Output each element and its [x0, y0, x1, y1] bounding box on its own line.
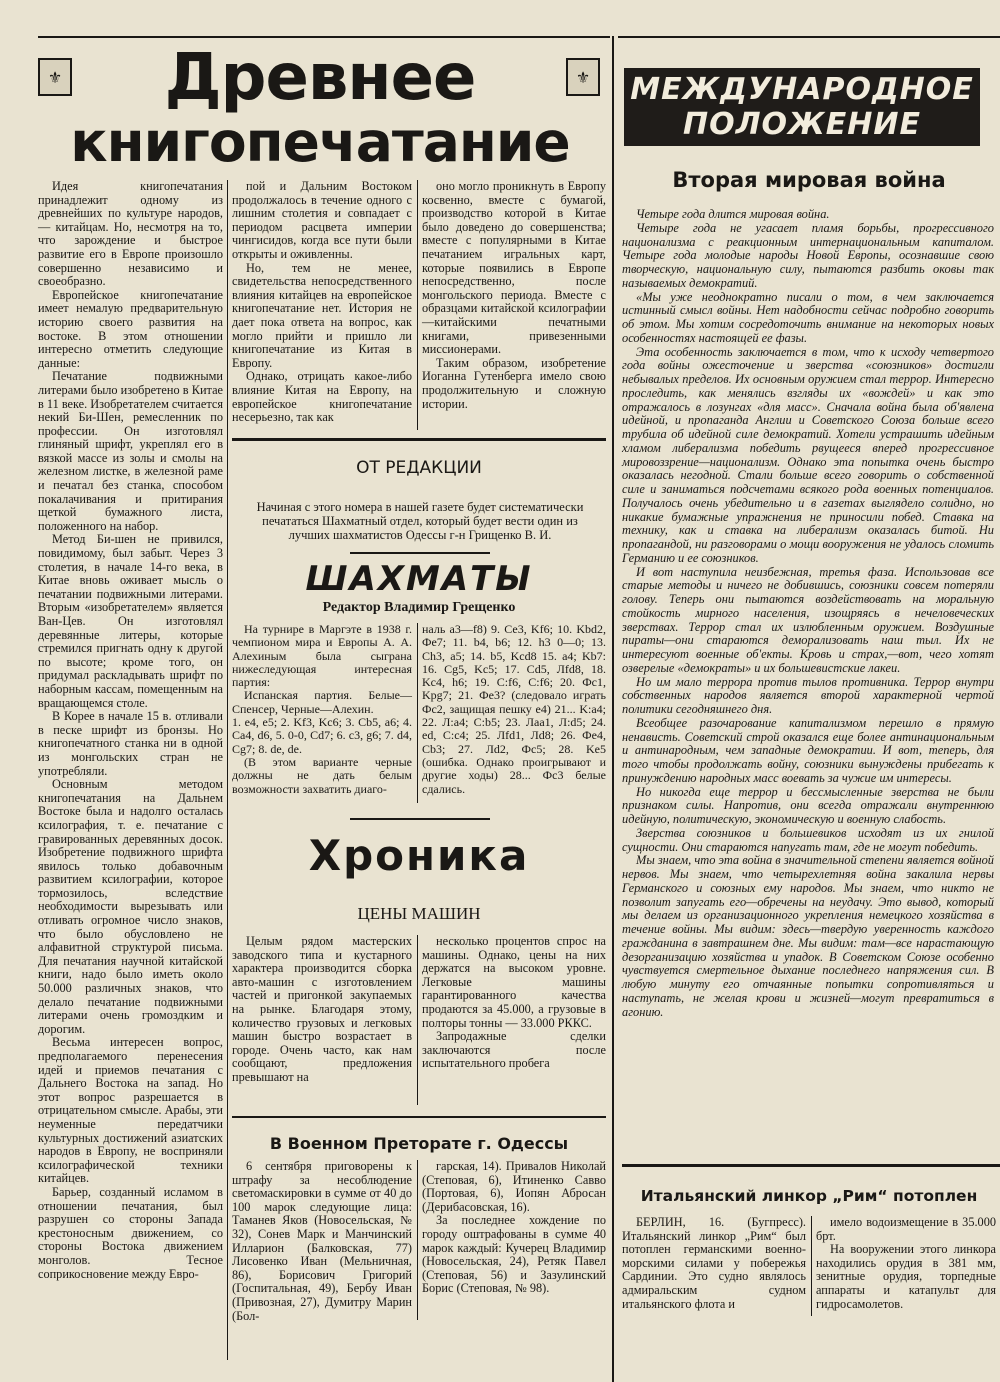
- article-paragraph: Идея книгопечатания принадлежит одному из древнейших по культуре народов,— китайцам. Но, несмотря на то, что зарождение и быстрое развитие его в Европе произошло совершенно независимо и своеобразно.: [38, 179, 223, 289]
- rome-paragraph: На вооружении этого линкора находились орудия в 381 мм, зенитные орудия, торпедные аппараты и катапульт для гидросамолетов.: [816, 1242, 996, 1311]
- war-paragraph: Эта особенность заключается в том, что к исходу четвертого года войны ожесточение и зверства «союзников» достигли небывалых пределов. Их основным оружием стал террор. Интересно проследить, как менялись взгляды их «вождей» и как это отражалось в лозунгах «для масс». Сначала война была об'явлена идейной, и пропаганда Англии и Советского Союза больше всего трубила об идейной силе демократий. Хотели устрашить идейным хламом либерализма победить рвущееся вперед прогрессивное мировоззрение—национализм. Однако эта попытка очень быстро оказалась негодной. Стали больше всего говорить о собственной силе и заниматься подсчетами всякого рода военных потенциалов. Получалось очень убедительно и в газетах выглядело солидно, но никакие бумажные упражнения не приносили побед. Ставка на технику, как и ставка на либерализм оказалась битой. Ни пропагандой, ни разговорами о мощи вооружения не удалось сломить Германию и ее союзников.: [622, 344, 994, 565]
- article-paragraph: пой и Дальним Востоком продолжалось в течение одного с лишним столетия и совпадает с периодом расцвета империи чингисидов, когда все пути были открыты и оживленны.: [232, 179, 412, 261]
- praetorate-column-1: [232, 1160, 412, 1323]
- left-emblem-icon: ⚜: [38, 58, 72, 96]
- banner-line-2: ПОЛОЖЕНИЕ: [683, 107, 921, 142]
- chronicle-paragraph: Запродажные сделки заключаются после испытательного пробега: [422, 1029, 606, 1071]
- article-column-3: [422, 180, 606, 411]
- chronicle-column-2: [422, 935, 606, 1071]
- article-paragraph: Однако, отрицать какое-либо влияние Китая на Европу, на европейское книгопечатание несерьезно, так как: [232, 369, 412, 425]
- rome-title: Итальянский линкор „Рим“ потоплен: [640, 1187, 978, 1205]
- right-emblem-icon: ⚜: [566, 58, 600, 96]
- rome-divider: [811, 1216, 812, 1316]
- rome-paragraph: БЕРЛИН, 16. (Бугпресс). Итальянский линкор „Рим“ был потоплен германскими военно-морскими силами у побережья Сардинии. Это судно являлось адмиральским судном итальянского флота и: [622, 1215, 806, 1311]
- war-article-body: [622, 208, 994, 1019]
- war-paragraph: И вот наступила неизбежная, третья фаза. Использовав все старые методы и ничего не добившись, союзники совсем потеряли голову. Теперь они пытаются воздействовать на моральную стойкость мирного населения, изощряясь в нечеловеческих зверствах. Террор стал их излюбленным оружием. Воздушные пираты—они стараются деморализовать наш тыл. Их не интересуют военные об'екты. Кровь и страх,—вот, чего хотят озверелые «демократы» и их большевистские лакеи.: [622, 564, 994, 675]
- rome-column-1: [622, 1216, 806, 1311]
- top-rule-right: [618, 36, 1000, 38]
- chess-top-rule: [350, 552, 490, 554]
- praetorate-top-rule: [232, 1116, 606, 1118]
- article-paragraph: Весьма интересен вопрос, предполагаемого перенесения идей и приемов печатания с Дальнего Востока на запад. Но этот вопрос разрешается в отрицательном смысле. Арабы, эти неуменные передатчики культурных достижений азиатских народов в Европу, не восприняли ксилографической техники китайцев.: [38, 1035, 223, 1186]
- rome-top-rule: [622, 1164, 1000, 1167]
- praetorate-paragraph: гарская, 14). Привалов Николай (Степовая, 6), Итиненко Савво (Портовая, 6), Иопян Абросан (Дерибасовская, 16).: [422, 1159, 606, 1214]
- chronicle-paragraph: несколько процентов спрос на машины. Однако, цены на них держатся на высоком уровне. Легковые машины гарантированного качества продаются за 45.000, а грузовые в полторы тонны — 33.000 РККС.: [422, 934, 606, 1030]
- editorial-title: ОТ РЕДАКЦИИ: [356, 458, 482, 478]
- chronicle-paragraph: Целым рядом мастерских заводского типа и кустарного характера производится сборка авто-машин с изготовлением частей и пригонкой закупаемых на рынке. Благодаря этому, количество грузовых и легковых машин быстро возрастает в городе. Очень часто, как нам сообщают, предложения превышают на: [232, 934, 412, 1084]
- headline-line1: Древнее: [164, 41, 476, 115]
- chess-moves: 1. е4, е5; 2. Kf3, Kс6; 3. Сb5, а6; 4. Са4, d6, 5. 0-0, Сd7; 6. с3, g6; 7. d4, Сg7; 8. de, de.: [232, 715, 412, 756]
- international-banner: [624, 68, 980, 146]
- chess-editor: Редактор Владимир Грещенко: [322, 600, 516, 615]
- war-paragraph: Но никогда еще террор и бессмысленные зверства не были признаком силы. Напротив, они всегда отражали внутреннюю идейную, политическую, экономическую и военную слабость.: [622, 784, 994, 826]
- chronicle-title: Хроника: [308, 831, 530, 880]
- war-paragraph: Мы знаем, что эта война в значительной степени является войной нервов. Мы знаем, что четырехлетняя война закалила нервы Германского и союзных ему народов. Мы знаем, что никто не позволит запугать его—обречены на неудачу. Это вывод, который мы делаем из организационного укрепления немецкого хозяйства в течение войны. Мы видим: здесь—твердую уверенность каждого гражданина в завтрашнем дне. Мы видим: там—все нарастающую дезорганизацию хозяйства и упадок. В Советском Союзе особенно чувствуется смертельное дыхание последнего напряжения сил. В любую минуту его отчаянные попытки сопротивляться и наступать, не желая крови и жизней—могут превратиться в агонию.: [622, 853, 994, 1019]
- article-paragraph: В Корее в начале 15 в. отливали в песке шрифт из бронзы. Но книгопечатного станка ни в одной из монгольских стран не употребляли.: [38, 709, 223, 778]
- chess-column-1: [232, 623, 412, 796]
- chess-paragraph: (В этом варианте черные должны не дать белым возможности захватить диаго-: [232, 754, 412, 796]
- article-paragraph: Основным методом книгопечатания на Дальнем Востоке была и надолго осталась ксилография, т. е. печатание с гравированных деревянных досок. Изобретение подвижного шрифта явилось только добавочным развитием ксилографии, которое тормозилось, вследствие необходимости вырезывать или отливать огромное число знаков, что было обусловлено не алфавитной структурой письма. Для печатания научной китайской книги, надо было иметь около 50.000 различных знаков, что делало печатание подвижными литерами очень громоздким и дорогим.: [38, 777, 223, 1036]
- article-column-1: [38, 180, 223, 1281]
- headline-line2: книгопечатание: [70, 110, 570, 174]
- article-paragraph: Метод Би-шен не привился, повидимому, был забыт. Через 3 столетия, в начале 14-го века, в Китае вновь оживает мысль о печатании подвижными литерами. Вторым «изобретателем» является Ван-Цев. Он изготовлял деревянные литеры, которые стремился пригнать одну к другой по высоте; кроме того, он придумал раскладывать шрифт по наборным кассам, помещенным на вращающемся столе.: [38, 532, 223, 710]
- chess-column-2: [422, 623, 606, 796]
- rome-column-2: [816, 1216, 996, 1311]
- chess-title: ШАХМАТЫ: [305, 559, 533, 599]
- chess-paragraph: На турнире в Маргэте в 1938 г. чемпионом мира и Европы А. А. Алехиным была сыграна нижеследующая интересная партия:: [232, 622, 412, 690]
- article-paragraph: Европейское книгопечатание имеет немалую предварительную историю своего развития на востоке. В этом отношении интересно отметить следующие данные:: [38, 287, 223, 370]
- chronicle-top-rule: [350, 818, 490, 820]
- chess-moves: наль а3—f8) 9. Се3, Kf6; 10. Kbd2, Фе7; 11. b4, b6; 12. h3 0—0; 13. Сh3, а5; 14. b5, Kcd8 15. а4; Kb7: 16. Сg5, Kс5; 17. Сd5, Лfd8, 18. Kс4, h6; 19. С:f6, С:f6; 20. Фс1, Kрg7; 21. Фе3? (следовало играть Фс2, защищая пешку е4) 21... K:а4; 22. Л:а4; С:b5; 23. Лаа1, Л:d5; 24. еd, С:с4; 25. Лfd1, Лd8; 26. Фе4, Сb3; 27. Лd2, Фс5; 28. Kе5 (ошибка. Однако проигрывают и другие ходы) 28... Фс3 белые сдались.: [422, 622, 606, 796]
- war-paragraph: Четыре года длится мировая война.: [636, 207, 830, 221]
- article-paragraph: Но, тем не менее, свидетельства непосредственного влияния китайцев на европейское книгопечатание нет. История не дает пока ответа на вопрос, как могло прийти и пришло ли книгопечатание из Китая в Европу.: [232, 260, 412, 370]
- chess-divider: [417, 623, 418, 803]
- chess-paragraph: Испанская партия. Белые—Спенсер, Черные—Алехин.: [232, 688, 412, 716]
- editorial-top-rule: [232, 438, 606, 441]
- chronicle-column-1: [232, 935, 412, 1085]
- war-paragraph: Четыре года не угасает пламя борьбы, прогрессивного национализма с реакционным интернациональным капиталом. Четыре года молодые народы Новой Европы, осознавшие свою творческую, национальную силу, пытаются разбить оковы так называемых демократий.: [622, 220, 994, 290]
- article-column-2: [232, 180, 412, 425]
- chronicle-divider: [417, 935, 418, 1105]
- editorial-text: Начиная с этого номера в нашей газете будет систематически печататься Шахматный отдел, который будет вести один из лучших шахматистов Одессы г-н Грищенко В. И.: [256, 500, 584, 542]
- article-paragraph: Печатание подвижными литерами было изобретено в Китае в 11 веке. Изобретателем считается некий Би-Шен, ремесленник по профессии. Он изготовлял глиняный шрифт, укреплял его в вязкой массе из золы и смолы на железном листке, в железной раме и печатал без станка, способом покалачивания и притирания щеткой бумажного листа, положенного на набор.: [38, 369, 223, 533]
- column-divider-1: [227, 180, 228, 1360]
- war-article-title: Вторая мировая война: [672, 168, 946, 192]
- praetorate-divider: [417, 1160, 418, 1320]
- praetorate-paragraph: За последнее хождение по городу оштрафованы в сумме 40 марок каждый: Кучерец Владимир (Новосельская, 24), Ретяк Павел (Степовая, 56) и Зазулинский Борис (Степовая, № 98).: [422, 1213, 606, 1296]
- article-paragraph: Барьер, созданный исламом в отношении печатания, был разрушен со стороны Запада крестоносным движением, со стороны Востока движением монголов. Тесное соприкосновение между Евро-: [38, 1184, 223, 1281]
- column-divider-main: [612, 36, 614, 1382]
- war-paragraph: Но им мало террора против тылов противника. Террор внутри собственных народов является второй характерной чертой политики сегодняшнего дня.: [622, 674, 994, 716]
- praetorate-title: В Военном Преторате г. Одессы: [269, 1134, 569, 1153]
- top-rule-left: [38, 36, 610, 38]
- article-paragraph: Таким образом, изобретение Иоганна Гутенберга имело свою продолжительную и сложную истории.: [422, 355, 606, 411]
- chronicle-subtitle: ЦЕНЫ МАШИН: [357, 904, 481, 923]
- praetorate-column-2: [422, 1160, 606, 1296]
- praetorate-paragraph: 6 сентября приговорены к штрафу за несоблюдение светомаскировки в сумме от 40 до 100 марок следующие лица: Таманев Яков (Новосельская, № 32), Сонев Марк и Манчинский Илларион (Балковская, 77) Лисовенко Иван (Мельничная, 86), Борисович Григорий (Госпитальная, 49), Бербу Иван (Привозная, 27), Думитру Марин (Бол-: [232, 1159, 412, 1323]
- article-paragraph: оно могло проникнуть в Европу косвенно, вместе с бумагой, производство которой в Китае было доведено до совершенства; вместе с популярными в Китае печатанием игральных карт, которые появились в Европе непосредственно, после монгольского периода. Вместе с образцами китайской ксилографии—китайскими печатными книгами, привезенными миссионерами.: [422, 179, 606, 357]
- war-paragraph: «Мы уже неоднократно писали о том, в чем заключается истинный смысл войны. Нет надобности сейчас подробно говорить об этом. Мы хотим сосредоточить внимание на некоторых новых особенностях настоящей ее фазы.: [622, 289, 994, 345]
- war-paragraph: Зверства союзников и большевиков исходят из их гнилой сущности. Они стараются напугать там, где не могут победить.: [622, 825, 994, 854]
- war-paragraph: Всеобщее разочарование капитализмом перешло в прямую ненависть. Советский строй оказался еще более антинациональным и антинародным, чем западные демократии. И вот, теперь, для того чтобы продолжать войну, союзники вынуждены прибегать к принуждению народных масс воевать за чужие им интересы.: [622, 715, 994, 785]
- banner-line-1: МЕЖДУНАРОДНОЕ: [630, 72, 974, 107]
- rome-paragraph: имело водоизмещение в 35.000 брт.: [816, 1215, 996, 1243]
- column-divider-2: [417, 180, 418, 430]
